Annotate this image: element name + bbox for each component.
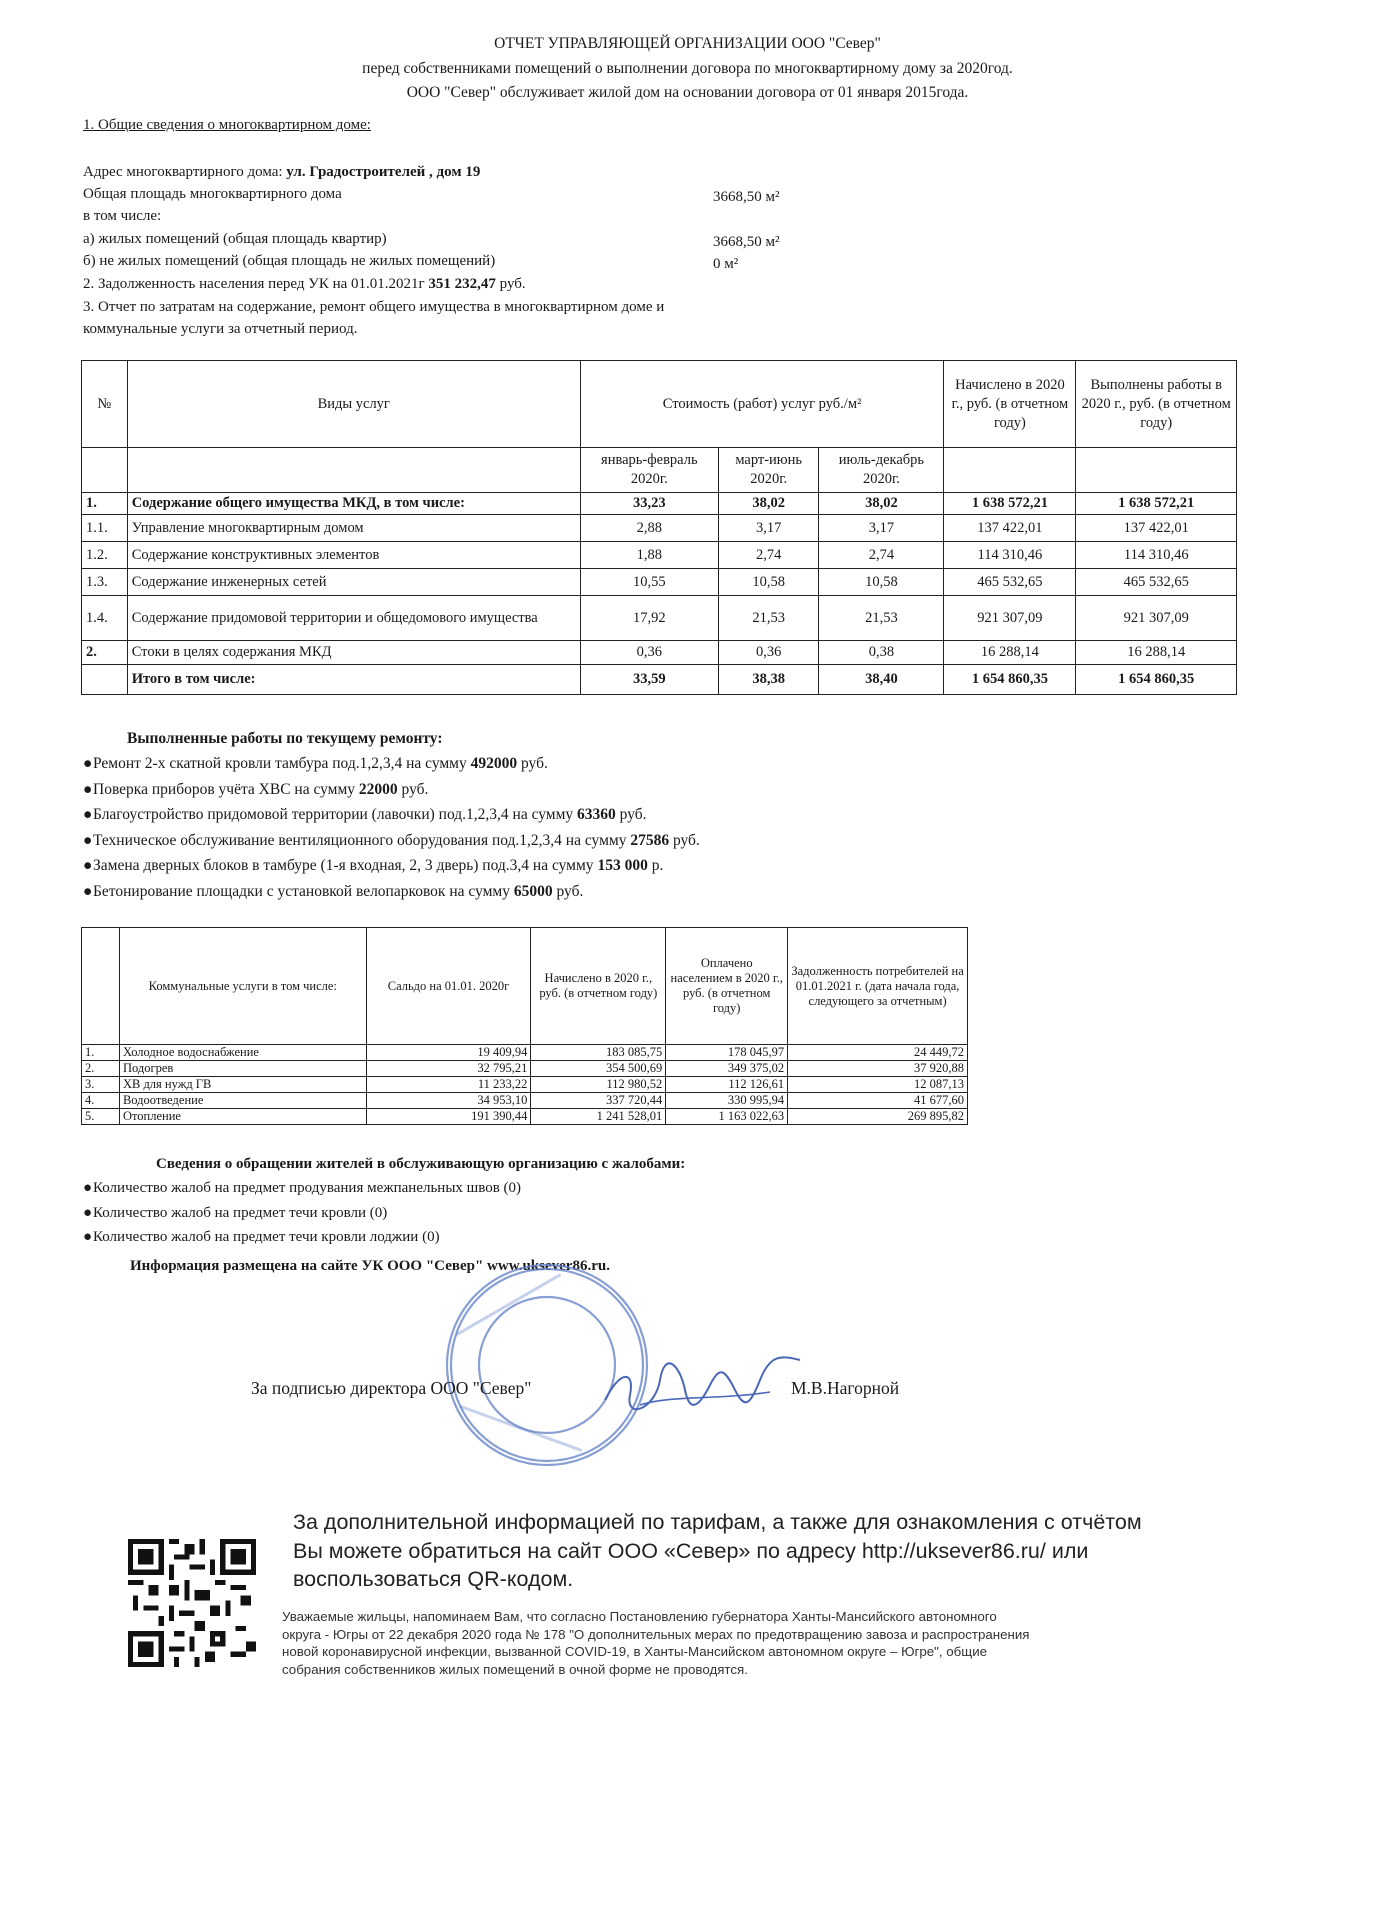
bullet-icon: ● bbox=[83, 831, 93, 849]
row-performed: 137 422,01 bbox=[1076, 515, 1237, 542]
row-performed: 465 532,65 bbox=[1076, 569, 1237, 596]
debt-value: 351 232,47 bbox=[428, 276, 496, 292]
nonresidential-area-value: 0 м² bbox=[713, 256, 739, 272]
list-item: ●Количество жалоб на предмет продувания межпанельных швов (0) bbox=[83, 1176, 685, 1201]
row-name: Содержание инженерных сетей bbox=[127, 569, 580, 596]
contract-line: ООО "Север" обслуживает жилой дом на основании договора от 01 января 2015года. bbox=[406, 84, 969, 101]
row-name: Стоки в целях содержания МКД bbox=[127, 641, 580, 665]
nonresidential-area-label: б) не жилых помещений (общая площадь не жилых помещений) bbox=[83, 253, 496, 269]
col-header-accrued: Начислено в 2020 г., руб. (в отчетном году) bbox=[531, 928, 666, 1045]
col-header-services: Виды услуг bbox=[127, 361, 580, 448]
row-performed: 16 288,14 bbox=[1076, 641, 1237, 665]
row-cost-p2: 2,74 bbox=[718, 542, 819, 569]
row-num: 1.1. bbox=[82, 515, 128, 542]
row-performed: 114 310,46 bbox=[1076, 542, 1237, 569]
row-performed: 1 638 572,21 bbox=[1076, 493, 1237, 515]
table-row: 3. ХВ для нужд ГВ 11 233,22 112 980,52 112 126,61 12 087,13 bbox=[82, 1077, 968, 1093]
row-cost-p2: 21,53 bbox=[718, 596, 819, 641]
bullet-icon: ● bbox=[83, 1204, 93, 1221]
row-accrued: 114 310,46 bbox=[944, 542, 1076, 569]
section-general-title: 1. Общие сведения о многоквартирном доме: bbox=[83, 117, 371, 133]
row-cost-p3: 3,17 bbox=[819, 515, 944, 542]
list-item: ●Замена дверных блоков в тамбуре (1-я входная, 2, 3 дверь) под.3,4 на сумму 153 000 р. bbox=[83, 853, 700, 879]
footer-info-line: За дополнительной информацией по тарифам, а также для ознакомления с отчётом bbox=[293, 1510, 1142, 1534]
bullet-icon: ● bbox=[83, 806, 93, 823]
total-area-value: 3668,50 м² bbox=[713, 189, 780, 205]
row-num: 1.3. bbox=[82, 569, 128, 596]
row-cost-p2: 38,02 bbox=[718, 493, 819, 515]
row-num: 1.2. bbox=[82, 542, 128, 569]
row-cost-p1: 10,55 bbox=[580, 569, 718, 596]
table-row bbox=[82, 596, 1237, 641]
row-cost-p3: 21,53 bbox=[819, 596, 944, 641]
complaints-section bbox=[83, 1152, 685, 1250]
address-label: Адрес многоквартирного дома: bbox=[83, 164, 287, 180]
total-area-label: Общая площадь многоквартирного дома bbox=[83, 186, 342, 202]
row-cost-p1: 33,59 bbox=[580, 665, 718, 695]
row-cost-p2: 0,36 bbox=[718, 641, 819, 665]
table-row bbox=[82, 542, 1237, 569]
list-item: ●Техническое обслуживание вентиляционного оборудования под.1,2,3,4 на сумму 27586 руб. bbox=[83, 828, 700, 854]
row-cost-p1: 0,36 bbox=[580, 641, 718, 665]
report-intro-line1: 3. Отчет по затратам на содержание, ремонт общего имущества в многоквартирном доме и bbox=[83, 299, 665, 315]
row-cost-p2: 10,58 bbox=[718, 569, 819, 596]
table-row bbox=[82, 515, 1237, 542]
table-header-row bbox=[82, 928, 968, 1045]
table-row: 5. Отопление 191 390,44 1 241 528,01 1 163 022,63 269 895,82 bbox=[82, 1109, 968, 1125]
row-name: Содержание придомовой территории и общедомового имущества bbox=[127, 596, 580, 641]
row-accrued: 16 288,14 bbox=[944, 641, 1076, 665]
table-header-row bbox=[82, 361, 1237, 448]
site-info: Информация размещена на сайте УК ООО "Север" www.uksever86.ru. bbox=[130, 1258, 610, 1274]
row-cost-p3: 38,40 bbox=[819, 665, 944, 695]
row-cost-p1: 1,88 bbox=[580, 542, 718, 569]
address-line bbox=[83, 161, 480, 183]
row-cost-p1: 2,88 bbox=[580, 515, 718, 542]
table-subheader-row bbox=[82, 448, 1237, 493]
col-header-performed: Выполнены работы в 2020 г., руб. (в отчетном году) bbox=[1076, 361, 1237, 448]
bullet-icon: ● bbox=[83, 857, 93, 874]
row-accrued: 921 307,09 bbox=[944, 596, 1076, 641]
row-cost-p2: 38,38 bbox=[718, 665, 819, 695]
debt-unit: руб. bbox=[495, 276, 526, 292]
table-row bbox=[82, 641, 1237, 665]
row-num: 2. bbox=[82, 641, 128, 665]
utilities-table bbox=[81, 927, 968, 1125]
row-num: 1. bbox=[82, 493, 128, 515]
complaints-title: Сведения о обращении жителей в обслуживающую организацию с жалобами: bbox=[156, 1156, 686, 1172]
row-name: Итого в том числе: bbox=[127, 665, 580, 695]
table-row: 2. Подогрев 32 795,21 354 500,69 349 375,02 37 920,88 bbox=[82, 1061, 968, 1077]
signature-icon bbox=[600, 1350, 810, 1420]
col-header-period-2: март-июнь 2020г. bbox=[718, 448, 819, 493]
table-row bbox=[82, 493, 1237, 515]
row-accrued: 137 422,01 bbox=[944, 515, 1076, 542]
debt-line bbox=[83, 273, 526, 295]
row-cost-p3: 0,38 bbox=[819, 641, 944, 665]
table-row: 4. Водоотведение 34 953,10 337 720,44 330 995,94 41 677,60 bbox=[82, 1093, 968, 1109]
row-cost-p3: 10,58 bbox=[819, 569, 944, 596]
row-name: Управление многоквартирным домом bbox=[127, 515, 580, 542]
footer-info bbox=[293, 1508, 1142, 1594]
row-num: 1.4. bbox=[82, 596, 128, 641]
director-name: М.В.Нагорной bbox=[791, 1378, 900, 1398]
including-label: в том числе: bbox=[83, 208, 162, 224]
footer-info-line: воспользоваться QR-кодом. bbox=[293, 1567, 574, 1591]
col-header-accrued: Начислено в 2020 г., руб. (в отчетном году) bbox=[944, 361, 1076, 448]
residential-area-value: 3668,50 м² bbox=[713, 234, 780, 250]
row-name: Содержание общего имущества МКД, в том числе: bbox=[127, 493, 580, 515]
table-total-row bbox=[82, 665, 1237, 695]
bullet-icon: ● bbox=[83, 882, 93, 900]
signature-caption: За подписью директора ООО "Север" bbox=[251, 1378, 532, 1398]
residential-area-label: а) жилых помещений (общая площадь квартир) bbox=[83, 231, 387, 247]
row-cost-p1: 33,23 bbox=[580, 493, 718, 515]
footer-info-line: Вы можете обратиться на сайт ООО «Север» по адресу http://uksever86.ru/ или bbox=[293, 1538, 1089, 1563]
row-name: Содержание конструктивных элементов bbox=[127, 542, 580, 569]
covid-notice: Уважаемые жильцы, напоминаем Вам, что согласно Постановлению губернатора Ханты-Мансийского автономного округа - Югры от 22 декабря 2020 года № 178 "О дополнительных мерах по предотвращению завоза и распространения новой коронавирусной инфекции, вызванной COVID-19, в Ханты-Мансийском автономном округе – Югре", общие собрания собственников жилых помещений в очной форме не проводятся. bbox=[282, 1609, 1030, 1677]
qr-code-icon bbox=[128, 1539, 256, 1667]
table-row bbox=[82, 569, 1237, 596]
list-item: ●Бетонирование площадки с установкой велопарковок на сумму 65000 руб. bbox=[83, 879, 700, 905]
row-performed: 921 307,09 bbox=[1076, 596, 1237, 641]
col-header-cost: Стоимость (работ) услуг руб./м² bbox=[580, 361, 944, 448]
row-num bbox=[82, 665, 128, 695]
list-item: ●Количество жалоб на предмет течи кровли (0) bbox=[83, 1201, 685, 1226]
address-value: ул. Градостроителей , дом 19 bbox=[286, 164, 481, 180]
list-item: ●Количество жалоб на предмет течи кровли лоджии (0) bbox=[83, 1225, 685, 1250]
row-accrued: 465 532,65 bbox=[944, 569, 1076, 596]
list-item: ●Ремонт 2-х скатной кровли тамбура под.1,2,3,4 на сумму 492000 руб. bbox=[83, 751, 700, 777]
col-header-paid: Оплачено населением в 2020 г., руб. (в отчетном году) bbox=[666, 928, 788, 1045]
list-item: ●Поверка приборов учёта ХВС на сумму 22000 руб. bbox=[83, 777, 700, 803]
row-cost-p1: 17,92 bbox=[580, 596, 718, 641]
bullet-icon: ● bbox=[83, 780, 93, 798]
col-header-utility: Коммунальные услуги в том числе: bbox=[119, 928, 366, 1045]
row-accrued: 1 654 860,35 bbox=[944, 665, 1076, 695]
debt-label: 2. Задолженность населения перед УК на 01.01.2021г bbox=[83, 276, 429, 292]
col-header-debt: Задолженность потребителей на 01.01.2021 г. (дата начала года, следующего за отчетным) bbox=[788, 928, 968, 1045]
row-performed: 1 654 860,35 bbox=[1076, 665, 1237, 695]
repairs-title: Выполненные работы по текущему ремонту: bbox=[127, 730, 443, 747]
col-header-period-3: июль-декабрь 2020г. bbox=[819, 448, 944, 493]
services-cost-table bbox=[81, 360, 1237, 695]
repairs-section bbox=[83, 727, 700, 904]
row-cost-p3: 38,02 bbox=[819, 493, 944, 515]
row-accrued: 1 638 572,21 bbox=[944, 493, 1076, 515]
bullet-icon: ● bbox=[83, 1229, 93, 1245]
report-intro-line2: коммунальные услуги за отчетный период. bbox=[83, 321, 358, 337]
bullet-icon: ● bbox=[83, 1180, 93, 1196]
col-header-num: № bbox=[82, 361, 128, 448]
table-row: 1. Холодное водоснабжение 19 409,94 183 085,75 178 045,97 24 449,72 bbox=[82, 1045, 968, 1061]
bullet-icon: ● bbox=[83, 755, 93, 772]
list-item: ●Благоустройство придомовой территории (лавочки) под.1,2,3,4 на сумму 63360 руб. bbox=[83, 802, 700, 828]
row-cost-p3: 2,74 bbox=[819, 542, 944, 569]
report-subtitle: перед собственниками помещений о выполнении договора по многоквартирному дому за 2020год. bbox=[362, 60, 1013, 77]
col-header-balance: Сальдо на 01.01. 2020г bbox=[366, 928, 531, 1045]
report-title: ОТЧЕТ УПРАВЛЯЮЩЕЙ ОРГАНИЗАЦИИ ООО "Север" bbox=[494, 35, 881, 52]
row-cost-p2: 3,17 bbox=[718, 515, 819, 542]
col-header-period-1: январь-февраль 2020г. bbox=[580, 448, 718, 493]
